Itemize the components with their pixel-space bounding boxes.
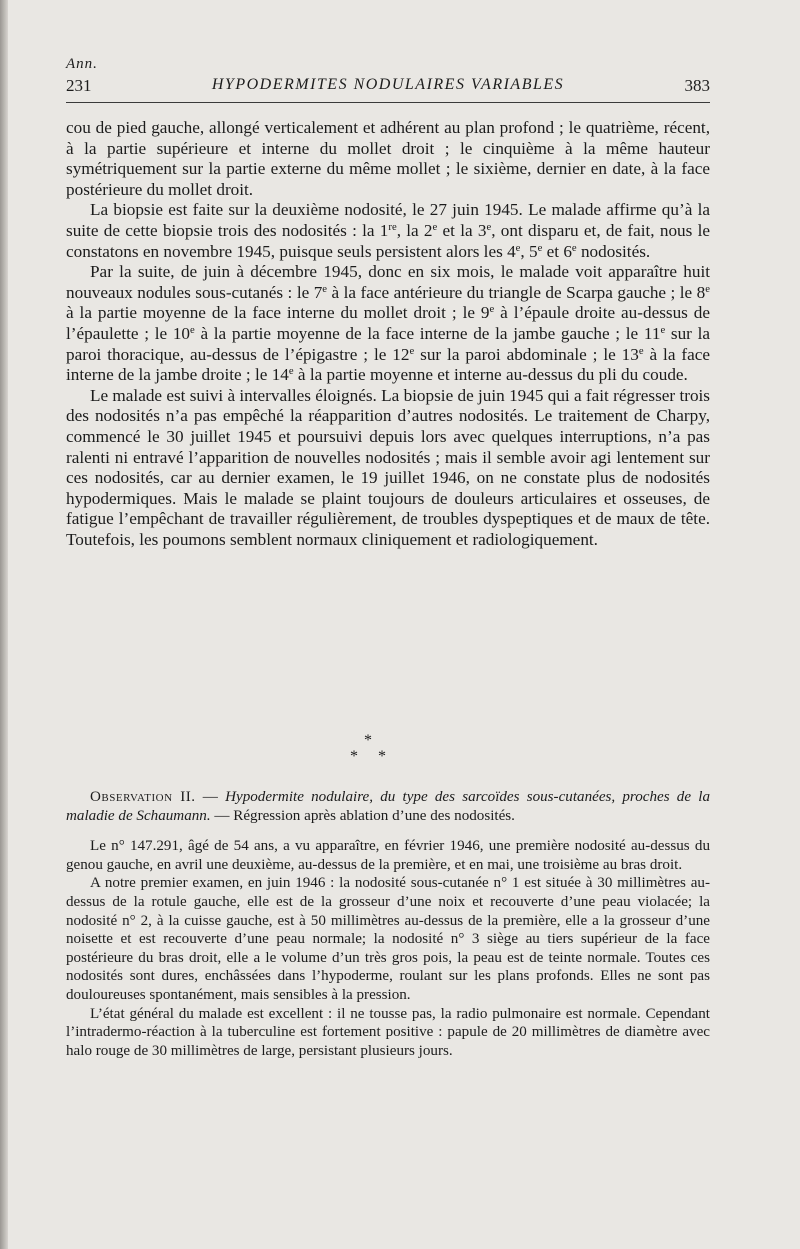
paragraph-follow-up: Le malade est suivi à intervalles éloignés. La biopsie de juin 1945 qui a fait régresser trois des nodosités n’a pas empêché la réapparition d’autres nodosités. Le traitement de Charpy, commencé le 30 juillet 1945 et poursuivi depuis lors avec quelques interruptions, n’a pas ralenti ni entravé l’apparition de nouvelles nodosités ; mais il semble avoir agi lentement sur ces nodosités, car au dernier examen, le 19 juillet 1946, on ne constate plus de nodosités hypodermiques. Mais le malade se plaint toujours de douleurs articulaires et osseuses, de fatigue l’empêchant de travailler régulièrement, de troubles dyspeptiques et de maux de tête. Toutefois, les poumons semblent normaux cliniquement et radiologiquement. xyxy=(66,385,711,549)
page-binding-edge xyxy=(0,0,8,1249)
asterism-star-top: * xyxy=(364,732,372,749)
journal-abbreviation: Ann. xyxy=(66,56,98,72)
observation-subtitle: Régression après ablation d’une des nodosités. xyxy=(233,807,515,824)
observation-heading: Observation II. — Hypodermite nodulaire, du type des sarcoïdes sous-cutanées, proches de la maladie de Schaumann. — Régression après ablation d’une des nodosités. xyxy=(66,789,710,824)
asterism-star-right: * xyxy=(378,748,386,765)
section-asterism xyxy=(340,732,400,792)
observation-title: Hypodermite nodulaire, du type des sarcoïdes sous-cutanées, proches de la maladie de Schaumann. xyxy=(66,789,710,824)
paragraph-continued: cou de pied gauche, allongé verticalement et adhérent au plan profond ; le quatrième, récent, à la partie supérieure et interne du mollet droit ; le cinquième à la même hauteur symétriquement sur la partie externe du même mollet ; le sixième, dernier en date, à la face postérieure du mollet droit. xyxy=(66,118,710,199)
observation-paragraph-history: Le n° 147.291, âgé de 54 ans, a vu apparaître, en février 1946, une première nodosité au-dessus du genou gauche, en avril une deuxième, au-dessus de la première, et en mai, une troisième au bras droit. xyxy=(66,838,710,873)
journal-page-number: 231 xyxy=(66,76,92,95)
running-title: HYPODERMITES NODULAIRES VARIABLES xyxy=(211,76,565,93)
observation-paragraph-exam: A notre premier examen, en juin 1946 : la nodosité sous-cutanée n° 1 est située à 30 millimètres au-dessus de la rotule gauche, elle est de la grosseur d’une noix et recouverte d’une peau violacée; la nodosité n° 2, à la cuisse gauche, est à 50 millimètres au-dessus de la première, elle a la grosseur d’une noisette et est recouverte d’une peau normale; la nodosité n° 3 siège au tiers supérieur de la face postérieure du bras droit, elle a le volume d’un très gros pois, la peau est de teinte normale. Toutes ces nodosités sont dures, enchâssées dans l’hypoderme, roulant sur les plans profonds. Elles ne sont pas douloureuses spontanément, mais sensibles à la pression. xyxy=(66,875,710,1003)
paragraph-new-nodules: Par la suite, de juin à décembre 1945, donc en six mois, le malade voit apparaître huit nouveaux nodules sous-cutanés : le 7e à la face antérieure du triangle de Scarpa gauche ; le 8e à la partie moyenne de la face interne du mollet droit ; le 9e à l’épaule droite au-dessus de l’épaulette ; le 10e à la partie moyenne de la face interne de la jambe gauche ; le 11e sur la paroi thoracique, au-dessus de l’épigastre ; le 12e sur la paroi abdominale ; le 13e à la face interne de la jambe droite ; le 14e à la partie moyenne et interne au-dessus du pli du coude. xyxy=(66,262,711,385)
case-text xyxy=(66,118,710,550)
observation-section xyxy=(66,788,710,1060)
running-header xyxy=(66,76,710,103)
observation-paragraph-general-state: L’état général du malade est excellent : il ne tousse pas, la radio pulmonaire est normale. Cependant l’intradermo-réaction à la tuberculine est fortement positive : papule de 20 millimètres de diamètre avec halo rouge de 30 millimètres de large, persistant plusieurs jours. xyxy=(66,1005,710,1059)
asterism-star-left: * xyxy=(350,748,358,765)
page-number: 383 xyxy=(684,76,710,95)
observation-label: Observation II. xyxy=(90,789,196,805)
paragraph-biopsy: La biopsie est faite sur la deuxième nodosité, le 27 juin 1945. Le malade affirme qu’à la suite de cette biopsie trois des nodosités : la 1re, la 2e et la 3e, ont disparu et, de fait, nous le constatons en novembre 1945, puisque seuls persistent alors les 4e, 5e et 6e nodosités. xyxy=(66,200,710,261)
